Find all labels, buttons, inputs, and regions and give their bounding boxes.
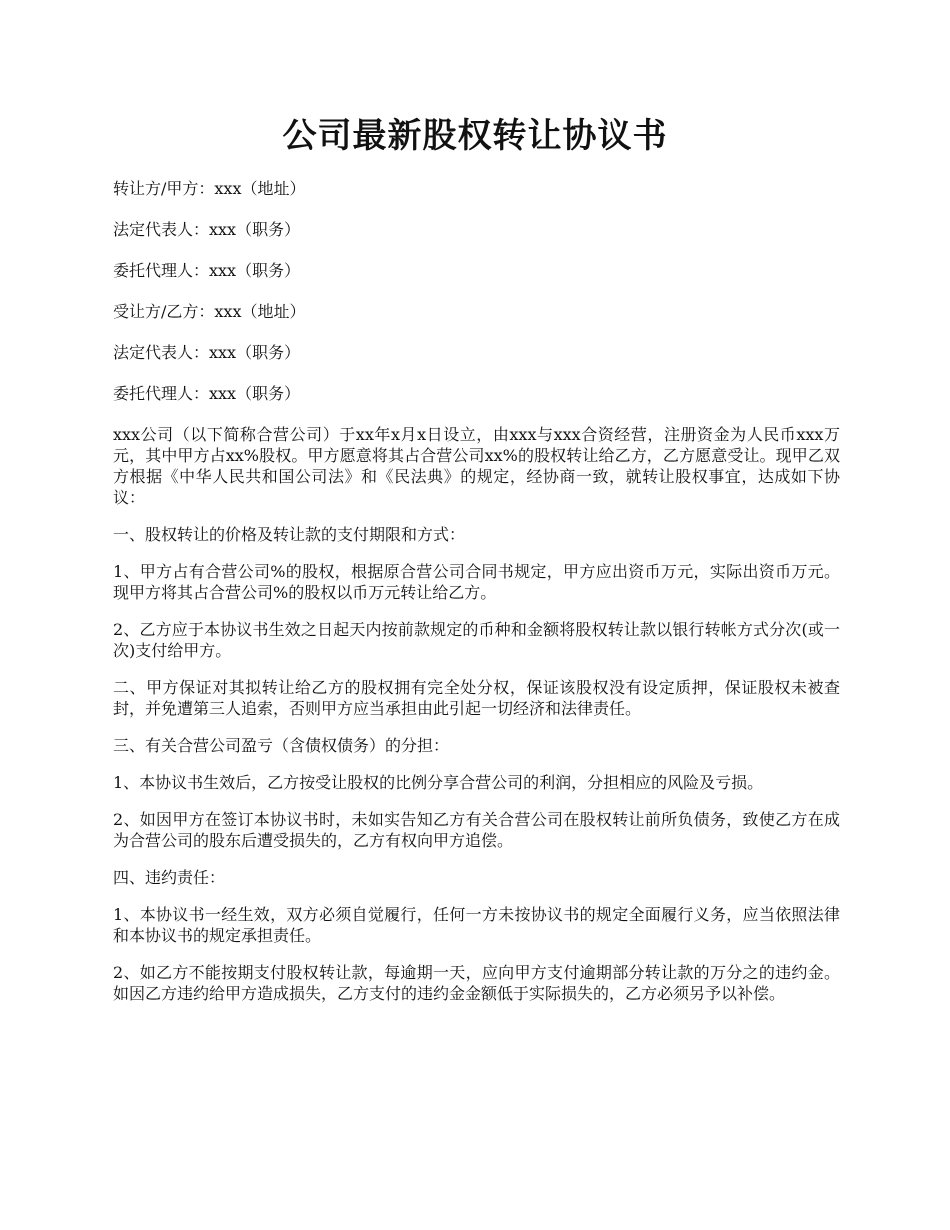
party-line-transferor-legal-rep: 法定代表人：xxx（职务） (113, 220, 301, 239)
clause-1-2: 2、乙方应于本协议书生效之日起天内按前款规定的币种和金额将股权转让款以银行转帐方式分次(或一次)支付给甲方。 (113, 620, 840, 660)
party-line-transferee: 受让方/乙方：xxx（地址） (113, 302, 306, 321)
party-line-transferor-agent: 委托代理人：xxx（职务） (113, 261, 301, 280)
party-line-transferor: 转让方/甲方：xxx（地址） (113, 179, 306, 198)
section-heading-liability: 四、违约责任： (113, 868, 226, 887)
clause-3-2: 2、如因甲方在签订本协议书时，未如实告知乙方有关合营公司在股权转让前所负债务，致使乙方在成为合营公司的股东后遭受损失的，乙方有权向甲方追偿。 (113, 810, 840, 850)
party-line-transferee-legal-rep: 法定代表人：xxx（职务） (113, 343, 301, 362)
section-heading-profit-loss: 三、有关合营公司盈亏（含债权债务）的分担： (113, 736, 450, 755)
clause-4-1: 1、本协议书一经生效，双方必须自觉履行，任何一方未按协议书的规定全面履行义务，应当依照法律和本协议书的规定承担责任。 (113, 905, 840, 945)
preamble-paragraph: xxx公司（以下简称合营公司）于xx年x月x日设立，由xxx与xxx合资经营，注册资金为人民币xxx万元，其中甲方占xx%股权。甲方愿意将其占合营公司xx%的股权转让给乙方，乙方愿意受让。现甲乙双方根据《中华人民共和国公司法》和《民法典》的规定，经协商一致，就转让股权事宜，达成如下协议： (113, 425, 840, 507)
document-title: 公司最新股权转让协议书 (282, 116, 668, 156)
section-warranty: 二、甲方保证对其拟转让给乙方的股权拥有完全处分权，保证该股权没有设定质押，保证股权未被查封，并免遭第三人追索，否则甲方应当承担由此引起一切经济和法律责任。 (113, 678, 840, 718)
clause-3-1: 1、本协议书生效后，乙方按受让股权的比例分享合营公司的利润，分担相应的风险及亏损。 (113, 773, 764, 792)
document-body (113, 178, 840, 1020)
clause-4-2: 2、如乙方不能按期支付股权转让款，每逾期一天，应向甲方支付逾期部分转让款的万分之的违约金。如因乙方违约给甲方造成损失，乙方支付的违约金金额低于实际损失的，乙方必须另予以补偿。 (113, 963, 840, 1003)
section-heading-price-payment: 一、股权转让的价格及转让款的支付期限和方式： (113, 525, 466, 544)
party-line-transferee-agent: 委托代理人：xxx（职务） (113, 384, 301, 403)
clause-1-1: 1、甲方占有合营公司%的股权，根据原合营公司合同书规定，甲方应出资币万元，实际出资币万元。现甲方将其占合营公司%的股权以币万元转让给乙方。 (113, 562, 840, 602)
